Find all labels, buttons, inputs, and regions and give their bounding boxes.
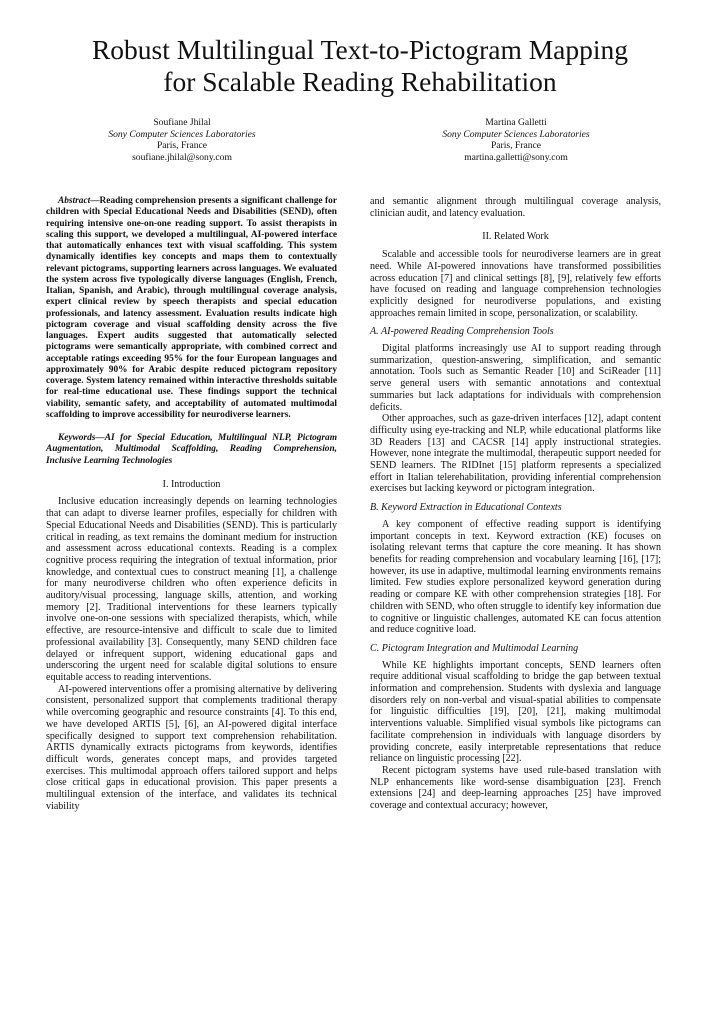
abstract-text: —Reading comprehension presents a significant challenge for children with Special Educational Needs and Disabilities (SEND), often requiring intensive one-on-one reading support. To assist therapists in scaling this support, we developed a multilingual, AI-powered interface that automatically enhances text with visual scaffolding. This system dynamically identifies key concepts and maps them to contextually relevant pictograms, supporting learners across languages. We evaluated the system across five typologically diverse languages (English, French, Italian, Spanish, and Arabic), through multilingual coverage analysis, expert clinical review by speech therapists and special education professionals, and latency assessment. Evaluation results indicate high pictogram coverage and visual scaffolding density across the five languages. Expert audits suggested that automatically selected pictograms were semantically appropriate, with combined correct and acceptable ratings exceeding 95% for the four European languages and approximately 90% for Arabic despite reduced pictogram repository coverage. System latency remained within interactive thresholds suitable for real-time educational use. These findings support the technical viability, semantic safety, and acceptability of automated multimodal scaffolding to improve accessibility for neurodiverse learners.	[46, 196, 337, 420]
paper-title	[40, 34, 680, 98]
author-block-2	[386, 117, 646, 163]
author-email: martina.galletti@sony.com	[464, 151, 568, 163]
author-location: Paris, France	[156, 140, 208, 152]
related-paragraph-1: Scalable and accessible tools for neurodiverse learners are in great need. While AI-powered innovations have transformed possibilities across education [7] and clinical settings [8], [9], relatively few efforts have focused on reading and language comprehension technologies explicitly designed for neurodiverse populations, and existing approaches remain limited in scope, personalization, or scalability.	[370, 249, 661, 319]
author-name: Soufiane Jhilal	[153, 117, 211, 128]
keywords-text: —AI for Special Education, Multilingual NLP, Pictogram Augmentation, Multimodal Scaffolding, Reading Comprehension, Inclusive Learning Technologies	[46, 433, 337, 466]
keywords	[46, 433, 337, 467]
title-line-1: Robust Multilingual Text-to-Pictogram Mapping	[91, 34, 629, 65]
keywords-label: Keywords	[58, 433, 96, 443]
subsection-c-paragraph-1: While KE highlights important concepts, SEND learners often require additional visual scaffolding to bridge the gap between textual information and comprehension. Students with dyslexia and language disorders rely on non-verbal and visual-spatial abilities to compensate for linguistic difficulties [19], [20], [21], making multimodal interventions valuable. Simplified visual symbols like pictograms can facilitate comprehension in individuals with language disorders by providing concrete, easily interpretable representations that reduce reliance on linguistic processing [22].	[370, 659, 661, 765]
right-column	[370, 196, 661, 812]
subsection-heading-c: C. Pictogram Integration and Multimodal Learning	[370, 642, 579, 654]
author-affiliation: Sony Computer Sciences Laboratories	[108, 128, 256, 140]
section-heading-related-work: II. Related Work	[482, 231, 549, 243]
intro-paragraph-2: AI-powered interventions offer a promising alternative by delivering consistent, personalized support that complements traditional therapy while overcoming geographic and resource constraints [4]. To this end, we have developed ARTIS [5], [6], an AI-powered digital interface specifically designed to support text comprehension rehabilitation. ARTIS dynamically extracts pictograms from keywords, identifies difficult words, generates concept maps, and provides targeted exercises. This multimodal approach offers tailored support and helps close critical gaps in educational provision. This paper presents a multilingual extension of the interface, and validates its technical viability	[46, 683, 337, 812]
intro-continuation: and semantic alignment through multilingual coverage analysis, clinician audit, and latency evaluation.	[370, 196, 661, 219]
subsection-a-paragraph-2: Other approaches, such as gaze-driven interfaces [12], adapt content difficulty using eye-tracking and NLP, while educational platforms like 3D Readers [13] and CACSR [14] apply instructional strategies. However, none integrate the multimodal, therapeutic support needed for SEND learners. The RIDInet [15] platform represents a specialized effort in Italian telerehabilitation, providing inferential comprehension exercises but lacking keyword or pictogram integration.	[370, 413, 661, 495]
subsection-b-paragraph-1: A key component of effective reading support is identifying important concepts in text. Keyword extraction (KE) focuses on isolating relevant terms that capture the core meaning. It has shown benefits for reading comprehension and vocabulary learning [16], [17]; however, its use in adaptive, multimodal learning environments remains limited. Few studies explore personalized keyword generation during reading or compare KE with other comprehension strategies [18]. For children with SEND, who often struggle to identify key information due to cognitive or linguistic challenges, automated KE can focus attention and reduce cognitive load.	[370, 518, 661, 636]
author-name: Martina Galletti	[485, 117, 547, 128]
subsection-heading-a: A. AI-powered Reading Comprehension Tools	[370, 326, 554, 338]
author-block-1	[52, 117, 312, 163]
left-column	[46, 196, 337, 812]
title-line-2: for Scalable Reading Rehabilitation	[163, 66, 557, 97]
abstract	[46, 196, 337, 421]
author-affiliation: Sony Computer Sciences Laboratories	[442, 128, 590, 140]
section-heading-introduction: I. Introduction	[162, 478, 221, 490]
author-location: Paris, France	[490, 140, 542, 152]
intro-paragraph-1: Inclusive education increasingly depends on learning technologies that can adapt to diverse learner profiles, especially for children with Special Educational Needs and Disabilities (SEND). This is particularly critical in reading, as text remains the dominant medium for instruction and assessment across educational contexts. Reading is a complex cognitive process requiring the integration of textual information, prior knowledge, and contextual cues to construct meaning [1], a challenge for many neurodiverse children who often experience deficits in auditory/visual processing, language skills, attention, and working memory [2]. Traditional interventions for these learners typically involve one-on-one sessions with specialized therapists, which, while effective, are resource-intensive and difficult to scale due to limited professional availability [3]. Consequently, many SEND children face delayed or infrequent support, widening educational gaps and underscoring the urgent need for scalable digital solutions to ensure equitable access to reading interventions.	[46, 496, 337, 683]
subsection-heading-b: B. Keyword Extraction in Educational Contexts	[370, 502, 562, 514]
abstract-label: Abstract	[58, 196, 91, 206]
subsection-c-paragraph-2: Recent pictogram systems have used rule-based translation with NLP enhancements like word-sense disambiguation [23]. French extensions [24] and deep-learning approaches [25] have improved coverage and contextual accuracy; however,	[370, 764, 661, 812]
subsection-a-paragraph-1: Digital platforms increasingly use AI to support reading through summarization, question-answering, simplification, and semantic annotation. Tools such as Semantic Reader [10] and SciReader [11] serve general users with semantic annotations and contextual summaries but lack adaptations for individuals with comprehension deficits.	[370, 343, 661, 413]
author-email: soufiane.jhilal@sony.com	[132, 151, 232, 163]
